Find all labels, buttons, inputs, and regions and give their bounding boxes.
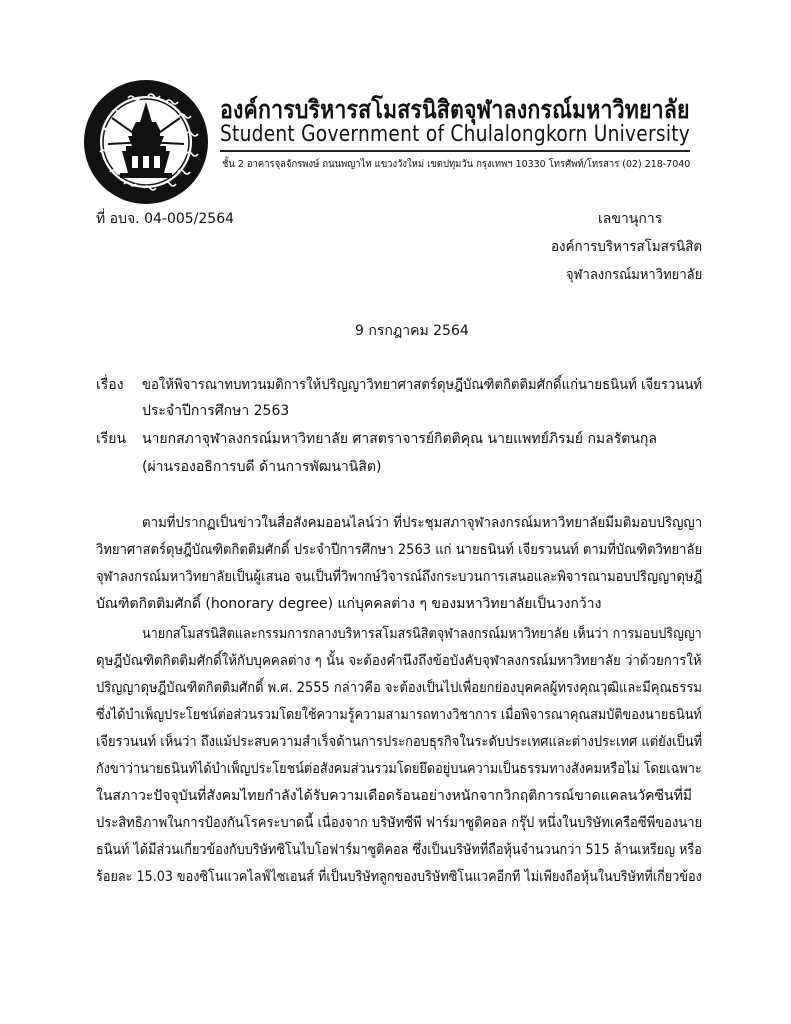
subject-line: ขอให้พิจารณาทบทวนมติการให้ปริญญาวิทยาศาสตร์ดุษฎีบัณฑิตกิตติมศักดิ์แก่นายธนินท์ เจียรวนนท์ [142, 377, 703, 393]
org-name-english: Student Government of Chulalongkorn University [220, 122, 691, 147]
body-line: ซึ่งได้บำเพ็ญประโยชน์ต่อส่วนรวมโดยใช้ความรู้ความสามารถทางวิชาการ เมื่อพิจารณาคุณสมบัติของนายธนินท์ [96, 707, 702, 723]
body-line: ประสิทธิภาพในการป้องกันโรคระบาดนี้ เนื่องจาก บริษัทซีพี ฟาร์มาซูติคอล กรุ๊ป หนึ่งในบริษัทเครือซีพีของนาย [96, 815, 703, 831]
student-government-seal-icon [82, 78, 210, 206]
org-name-thai: องค์การบริหารสโมสรนิสิตจุฬาลงกรณ์มหาวิทยาลัย [220, 95, 690, 124]
body-line: กังขาว่านายธนินท์ได้บำเพ็ญประโยชน์ต่อสังคมส่วนรวมโดยยึดอยู่บนความเป็นธรรมทางสังคมหรือไม่ โดยเฉพาะ [96, 761, 702, 777]
to-label: เรียน [96, 431, 127, 447]
reference-number: ที่ อบจ. 04-005/2564 [96, 211, 235, 227]
body-line: ร้อยละ 15.03 ของซิโนแวคไลฟ์ไซเอนส์ ที่เป็นบริษัทลูกของบริษัทซิโนแวคอีกที ไม่เพียงถือหุ้นในบริษัทที่เกี่ยวข้อง [96, 869, 702, 885]
subject-line: ประจำปีการศึกษา 2563 [142, 403, 290, 419]
body-line: ตามที่ปรากฏเป็นข่าวในสื่อสังคมออนไลน์ว่า ที่ประชุมสภาจุฬาลงกรณ์มหาวิทยาลัยมีมติมอบปริญญา [142, 515, 703, 531]
header-divider [220, 150, 690, 152]
body-line: ปริญญาดุษฎีบัณฑิตกิตติมศักดิ์ พ.ศ. 2555 กล่าวคือ จะต้องเป็นไปเพื่อยกย่องบุคคลผู้ทรงคุณวุฒิและมีคุณธรรม [96, 680, 702, 696]
recipient-line: องค์การบริหารสโมสรนิสิต [551, 239, 703, 255]
to-line: (ผ่านรองอธิการบดี ด้านการพัฒนานิสิต) [142, 459, 382, 475]
subject-label: เรื่อง [96, 377, 124, 393]
body-line: ในสภาวะปัจจุบันที่สังคมไทยกำลังได้รับความเดือดร้อนอย่างหนักจากวิกฤติการณ์ขาดแคลนวัคซีนที่มี [96, 788, 693, 804]
recipient-line: เลขานุการ [598, 211, 663, 227]
body-line: เจียรวนนท์ เห็นว่า ถึงแม้ประสบความสำเร็จด้านการประกอบธุรกิจในระดับประเทศและต่างประเทศ แต่ยังเป็นที่ [96, 734, 703, 750]
body-line: วิทยาศาสตร์ดุษฎีบัณฑิตกิตติมศักดิ์ ประจำปีการศึกษา 2563 แก่ นายธนินท์ เจียรวนนท์ ตามที่บัณฑิตวิทยาลัย [96, 542, 703, 558]
body-line: จุฬาลงกรณ์มหาวิทยาลัยเป็นผู้เสนอ จนเป็นที่วิพากษ์วิจารณ์ถึงกระบวนการเสนอและพิจารณามอบปริญญาดุษฎี [96, 569, 703, 585]
body-line: บัณฑิตกิตติมศักดิ์ (honorary degree) แก่บุคคลต่าง ๆ ของมหาวิทยาลัยเป็นวงกว้าง [96, 596, 602, 612]
body-line: ดุษฎีบัณฑิตกิตติมศักดิ์ให้กับบุคคลต่าง ๆ นั้น จะต้องคำนึงถึงข้อบังคับจุฬาลงกรณ์มหาวิทยาลัย ว่าด้วยการให้ [96, 653, 702, 669]
body-line: นายกสโมสรนิสิตและกรรมการกลางบริหารสโมสรนิสิตจุฬาลงกรณ์มหาวิทยาลัย เห็นว่า การมอบปริญญา [142, 626, 702, 642]
letter-date: 9 กรกฎาคม 2564 [355, 323, 469, 339]
org-address: ชั้น 2 อาคารจุลจักรพงษ์ ถนนพญาไท แขวงวังใหม่ เขตปทุมวัน กรุงเทพฯ 10330 โทรศัพท์/โทรสาร (02) 218-7040 [222, 159, 691, 170]
body-line: ธนินท์ ได้มีส่วนเกี่ยวข้องกับบริษัทซิโนไบโอฟาร์มาซูติคอล ซึ่งเป็นบริษัทที่ถือหุ้นจำนวนกว่า 515 ล้านเหรียญ หรือ [96, 842, 702, 858]
recipient-line: จุฬาลงกรณ์มหาวิทยาลัย [566, 267, 703, 283]
to-line: นายกสภาจุฬาลงกรณ์มหาวิทยาลัย ศาสตราจารย์กิตติคุณ นายแพทย์ภิรมย์ กมลรัตนกุล [142, 431, 657, 447]
